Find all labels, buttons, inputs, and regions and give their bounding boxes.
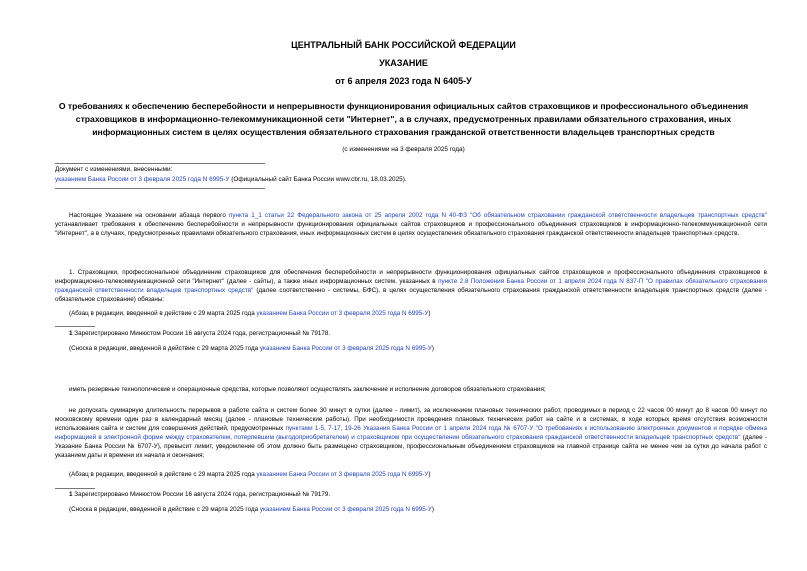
footnote-2: 1 Зарегистрировано Минюстом России 16 августа 2024 года, регистрационный № 79179. [69,491,331,498]
edit-note-2: (Абзац в редакции, введенной в действие с 29 марта 2025 года указанием Банка России от 3 февраля 2025 года N 6995-У) [69,471,431,478]
document-title-line-2: страховщиков в информационно-телекоммуникационной сети "Интернет", а в случаях, предусмотренных правилами обязательного страхования, иных [75,114,732,124]
document-type: УКАЗАНИЕ [379,58,428,68]
document-title-line-3: информационных систем в целях осуществления обязательного страхования гражданской ответственности владельцев транспортных средств [92,127,715,137]
footnote-2-link[interactable]: указанием Банка России от 3 февраля 2025 года N 6995-У [259,506,432,513]
footnote-1: 1 Зарегистрировано Минюстом России 16 августа 2024 года, регистрационный № 79178. [69,330,331,337]
footnote-1-mark: 1 [69,330,73,337]
law-link[interactable]: пункта 1_1 статьи 22 Федерального закона от 25 апреля 2002 года N 40-ФЗ "Об обязательном страховании гражданской ответственности владельцев транспортных средств" [228,212,767,219]
footnote-2-rule [55,488,95,489]
bank-name: ЦЕНТРАЛЬНЫЙ БАНК РОССИЙСКОЙ ФЕДЕРАЦИИ [291,40,516,50]
footnote-1-link[interactable]: указанием Банка России от 3 февраля 2025 года N 6995-У [259,345,432,352]
limit-paragraph: не допускать суммарную длительность перерывов в работе сайта и систем более 30 минут в сутки (далее - лимит), за исключением плановых технических работ, проводимых в период с 22 часов 00 минут до 8 часов 00 минут по московскому времени один раз в календарный месяц (далее - плановые технические работы). При необходимости проведения плановых технических работ на сайте и в системах, в ходе которых время отсутствия возможности использования сайта и систем для совершения действий, предусмотренных пунктами 1-5, 7-17, 19-26 Указания Банка России от 1 апреля 2024 года № 6707-У "О требованиях к использованию электронных документов и порядке обмена информацией в электронной форме между страхователем, потерпевшим (выгодоприобретателем) и страховщиком при осуществлении обязательного страхования гражданской ответственности владельцев транспортных средств" (далее - Указание Банка России № 6707-У), превысит лимит, уведомление об этом должно быть размещено страховщиком, профессиональным объединением страховщиков на главной странице сайта не менее чем за сутки до начала работ с указанием даты и времени их начала и окончания; [55,407,767,460]
edit-note-1: (Абзац в редакции, введенной в действие с 29 марта 2025 года указанием Банка России от 3 февраля 2025 года N 6995-У) [69,310,431,317]
document-title-line-1: О требованиях к обеспечению бесперебойности и непрерывности функционирования официальных сайтов страховщиков и профессионального объединения [58,101,749,111]
decree-6707u-link[interactable]: пунктами 1-5, 7-17, 19-26 Указания Банка России от 1 апреля 2024 года № 6707-У "О требованиях к использованию электронных документов и порядке обмена информацией в электронной форме между страхователем, потерпевшим (выгодоприобретателем) и страховщиком при осуществлении обязательного страхования гражданской ответственности владельцев транспортных средств" [55,425,767,442]
footnote-1-note: (Сноска в редакции, введенной в действие с 29 марта 2025 года указанием Банка России от 3 февраля 2025 года N 6995-У) [69,345,434,352]
paragraph-1: 1. Страховщики, профессиональное объединение страховщиков для обеспечения бесперебойности и непрерывности функционирования официальных сайтов страховщиков и профессионального объединения страховщиков в информационно-телекоммуникационной сети "Интернет" (далее - сайты), а также иных информационных систем, указанных в пункте 2.8 Положения Банка России от 1 апреля 2024 года N 837-П "О правилах обязательного страхования гражданской ответственности владельцев транспортных средств" (далее соответственно - системы, БФС), в целях осуществления обязательного страхования гражданской ответственности владельцев транспортных средств (далее - обязательное страхование) обязаны: [55,269,767,304]
revision-note: (с изменениями на 3 февраля 2025 года) [342,146,465,153]
regulation-837p-link[interactable]: пункте 2.8 Положения Банка России от 1 апреля 2024 года N 837-П "О правилах обязательного страхования гражданской ответственности владельцев транспортных средств" [55,278,767,295]
edit-note-2-link[interactable]: указанием Банка России от 3 февраля 2025 года N 6995-У [256,471,429,478]
amendments-label: Документ с изменениями, внесенными: [55,166,173,173]
reserve-paragraph: иметь резервные технологические и операционные средства, которые позволяют осуществлять заключение и исполнение договоров обязательного страхования; [69,386,546,393]
footnote-2-note: (Сноска в редакции, введенной в действие с 29 марта 2025 года указанием Банка России от 3 февраля 2025 года N 6995-У) [69,506,434,513]
document-date-number: от 6 апреля 2023 года N 6405-У [335,76,472,86]
amendment-link[interactable]: указанием Банка России от 3 февраля 2025 года N 6995-У [55,176,230,183]
amendment-source: (Официальный сайт Банка России www.cbr.ru, 18.03.2025). [229,176,407,183]
intro-paragraph: Настоящее Указание на основании абзаца первого пункта 1_1 статьи 22 Федерального закона от 25 апреля 2002 года N 40-ФЗ "Об обязательном страховании гражданской ответственности владельцев транспортных средств" устанавливает требования к обеспечению бесперебойности и непрерывности функционирования официальных сайтов страховщиков и профессионального объединения страховщиков в информационно-телекоммуникационной сети "Интернет", а в случаях, предусмотренных правилами обязательного страхования, иных информационных систем в целях осуществления обязательного страхования гражданской ответственности владельцев транспортных средств. [55,212,767,238]
amendments-top-rule [55,163,265,164]
amendments-line [55,176,407,183]
footnote-1-rule [55,326,95,327]
amendments-bottom-rule [55,188,265,189]
edit-note-1-link[interactable]: указанием Банка России от 3 февраля 2025 года N 6995-У [256,310,429,317]
footnote-2-mark: 1 [69,491,73,498]
